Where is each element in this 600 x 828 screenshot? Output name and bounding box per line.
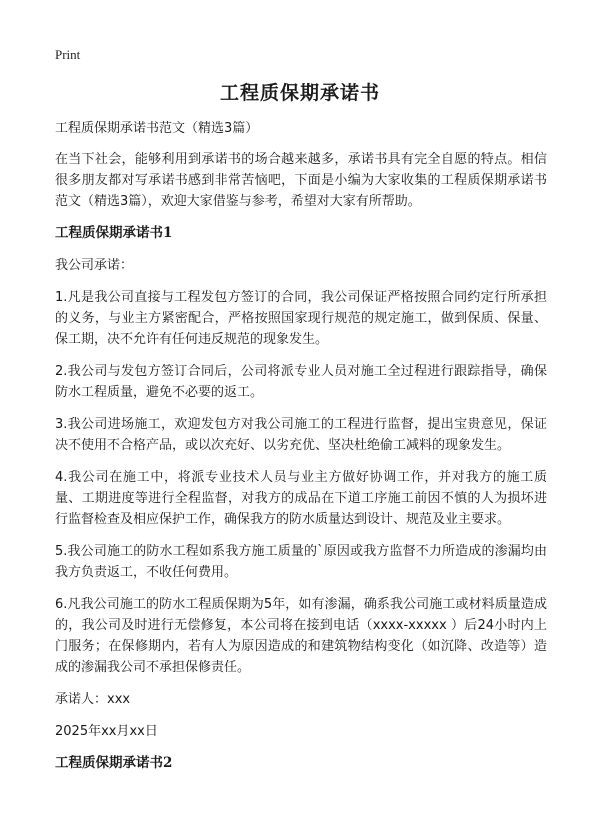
promise-item-3: 3.我公司进场施工，欢迎发包方对我公司施工的工程进行监督，提出宝贵意见，保证决不使用不合格产品，或以次充好、以劣充优、坚决杜绝偷工减料的现象发生。 — [55, 417, 547, 453]
promise-item-5: 5.我公司施工的防水工程如系我方施工质量的`原因或我方监督不力所造成的渗漏均由我方负责返工，不收任何费用。 — [55, 544, 547, 580]
date-line: 2025年xx月xx日 — [55, 724, 158, 739]
signer-line: 承诺人：xxx — [55, 692, 131, 707]
promise-item-1: 1.凡是我公司直接与工程发包方签订的合同，我公司保证严格按照合同约定行所承担的义务，与业主方紧密配合，严格按照国家现行规范的规定施工，做到保质、保量、保工期，决不允许有任何违反规范的现象发生。 — [55, 290, 547, 347]
document-subtitle: 工程质保期承诺书范文（精选3篇） — [55, 121, 259, 136]
document-body — [55, 118, 547, 785]
intro-paragraph: 在当下社会，能够利用到承诺书的场合越来越多，承诺书具有完全自愿的特点。相信很多朋友都对写承诺书感到非常苦恼吧，下面是小编为大家收集的工程质保期承诺书范文（精选3篇），欢迎大家借鉴与参考，希望对大家有所帮助。 — [55, 152, 547, 209]
section-heading-1: 工程质保期承诺书1 — [55, 225, 173, 241]
promise-opening: 我公司承诺： — [55, 258, 134, 273]
section-heading-2: 工程质保期承诺书2 — [55, 755, 173, 771]
promise-item-4: 4.我公司在施工中，将派专业技术人员与业主方做好协调工作，并对我方的施工质量、工期进度等进行全程监督，对我方的成品在下道工序施工前因不慎的人为损坏进行监督检查及相应保护工作，确保我方的防水质量达到设计、规范及业主要求。 — [55, 470, 547, 527]
promise-item-6: 6.凡我公司施工的防水工程质保期为5年，如有渗漏，确系我公司施工或材料质量造成的，我公司及时进行无偿修复，本公司将在接到电话（xxxx-xxxxx ）后24小时内上门服务；在保修期内，若有人为原因造成的和建筑物结构变化（如沉降、改造等）造成的渗漏我公司不承担保修责任。 — [55, 597, 547, 675]
page-title: 工程质保期承诺书 — [219, 82, 380, 104]
promise-item-2: 2.我公司与发包方签订合同后，公司将派专业人员对施工全过程进行跟踪指导，确保防水工程质量，避免不必要的返工。 — [55, 364, 547, 400]
print-link[interactable]: Print — [55, 47, 81, 62]
